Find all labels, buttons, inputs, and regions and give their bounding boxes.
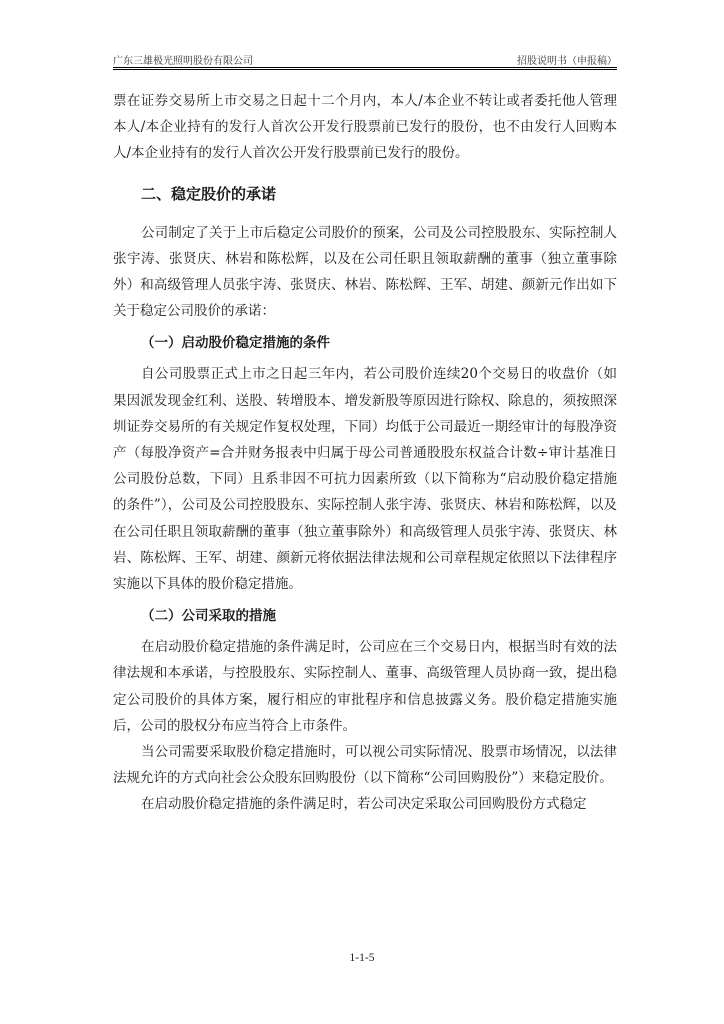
page-header	[113, 50, 617, 68]
header-rule	[113, 67, 617, 68]
page-number: 1-1-5	[349, 952, 375, 964]
header-company-name: 广东三雄极光照明股份有限公司	[113, 56, 253, 67]
header-rule	[113, 69, 617, 70]
paragraph: 在启动股价稳定措施的条件满足时，若公司决定采取公司回购股份方式稳定	[141, 796, 587, 813]
paragraph: 自公司股票正式上市之日起三年内，若公司股价连续20个交易日的收盘价（如果因派发现金红利、送股、转增股本、增发新股等原因进行除权、除息的，须按照深圳证券交易所的有关规定作复权处理，下同）均低于公司最近一期经审计的每股净资产（每股净资产=合并财务报表中归属于母公司普通股股东权益合计数÷审计基准日公司股份总数，下同）且系非因不可抗力因素所致（以下简称为“启动股价稳定措施的条件”），公司及公司控股股东、实际控制人张宇涛、张贤庆、林岩和陈松辉，以及在公司任职且领取薪酬的董事（独立董事除外）和高级管理人员张宇涛、张贤庆、林岩、陈松辉、王军、胡建、颜新元将依据法律法规和公司章程规定依照以下法律程序实施以下具体的股价稳定措施。	[113, 366, 617, 593]
subsection-heading: （二）公司采取的措施	[141, 608, 276, 625]
paragraph: 当公司需要采取股价稳定措施时，可以视公司实际情况、股票市场情况，以法律法规允许的方式向社会公众股东回购股份（以下简称“公司回购股份”）来稳定股价。	[113, 744, 617, 787]
paragraph: 票在证券交易所上市交易之日起十二个月内，本人/本企业不转让或者委托他人管理本人/本企业持有的发行人首次公开发行股票前已发行的股份，也不由发行人回购本人/本企业持有的发行人首次公开发行股票前已发行的股份。	[113, 93, 617, 162]
header-document-title: 招股说明书（申报稿）	[517, 56, 617, 67]
document-body	[113, 88, 617, 818]
paragraph: 公司制定了关于上市后稳定公司股价的预案，公司及公司控股股东、实际控制人张宇涛、张贤庆、林岩和陈松辉，以及在公司任职且领取薪酬的董事（独立董事除外）和高级管理人员张宇涛、张贤庆、林岩、陈松辉、王军、胡建、颜新元作出如下关于稳定公司股价的承诺：	[113, 224, 617, 320]
section-heading: 二、稳定股价的承诺	[141, 184, 277, 203]
subsection-heading: （一）启动股价稳定措施的条件	[141, 335, 330, 352]
paragraph: 在启动股价稳定措施的条件满足时，公司应在三个交易日内，根据当时有效的法律法规和本承诺，与控股股东、实际控制人、董事、高级管理人员协商一致，提出稳定公司股价的具体方案，履行相应的审批程序和信息披露义务。股价稳定措施实施后，公司的股权分布应当符合上市条件。	[113, 639, 617, 734]
